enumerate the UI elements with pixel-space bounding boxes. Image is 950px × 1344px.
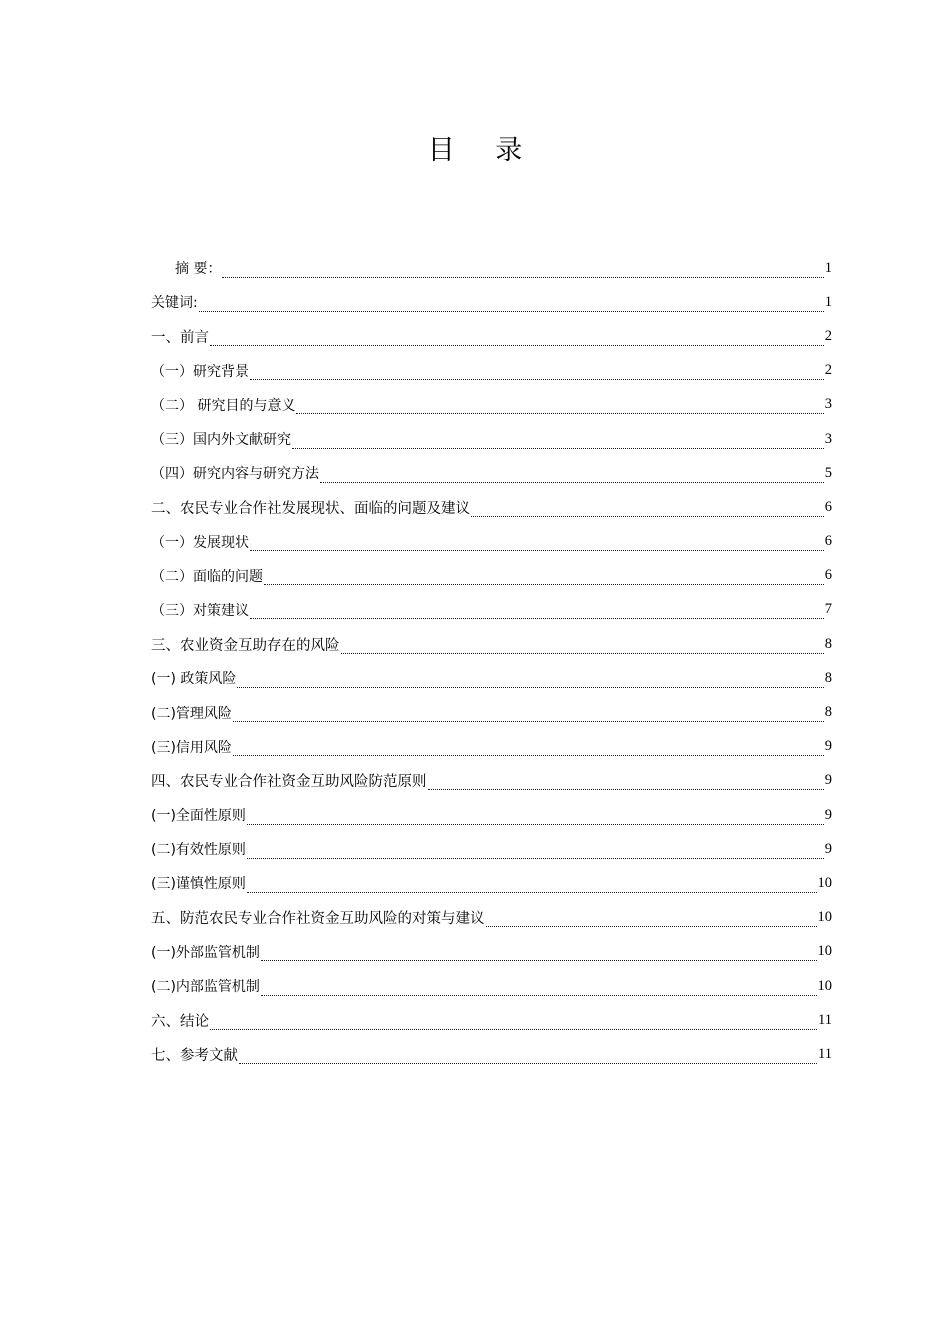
toc-entry-page: 1 bbox=[824, 259, 832, 276]
toc-entry-page: 9 bbox=[824, 738, 832, 755]
toc-entry-label: (三)谨慎性原则 bbox=[151, 876, 246, 893]
toc-entry-page: 3 bbox=[824, 396, 832, 413]
toc-entry-page: 7 bbox=[824, 601, 832, 618]
toc-entry-label: 五、防范农民专业合作社资金互助风险的对策与建议 bbox=[151, 911, 485, 928]
toc-entry-page: 9 bbox=[824, 806, 832, 823]
toc-entry-label: (二)管理风险 bbox=[151, 705, 232, 722]
toc-entry-label: 二、农民专业合作社发展现状、面临的问题及建议 bbox=[151, 500, 470, 517]
toc-entry-section[interactable] bbox=[151, 1003, 832, 1037]
toc-leader-dots bbox=[250, 538, 824, 551]
toc-entry-label: （二）面临的问题 bbox=[151, 568, 263, 585]
toc-entry-label: （三）国内外文献研究 bbox=[151, 432, 291, 449]
toc-entry-abstract[interactable] bbox=[151, 251, 832, 285]
toc-entry-label: (三)信用风险 bbox=[151, 739, 232, 756]
toc-entry-keywords[interactable] bbox=[151, 285, 832, 319]
toc-entry-page: 11 bbox=[818, 1011, 832, 1028]
toc-entry-section[interactable] bbox=[151, 627, 832, 661]
toc-entry-subsection[interactable] bbox=[151, 969, 832, 1003]
toc-entry-label: 关键词: bbox=[151, 295, 198, 312]
toc-entry-subsection[interactable] bbox=[151, 798, 832, 832]
toc-entry-section[interactable] bbox=[151, 1037, 832, 1071]
toc-entry-subsection[interactable] bbox=[151, 525, 832, 559]
toc-entry-subsection[interactable] bbox=[151, 832, 832, 866]
toc-entry-page: 10 bbox=[817, 977, 832, 994]
toc-entry-subsection[interactable] bbox=[151, 388, 832, 422]
toc-leader-dots bbox=[296, 401, 823, 414]
toc-entry-subsection[interactable] bbox=[151, 661, 832, 695]
toc-leader-dots bbox=[199, 299, 824, 312]
toc-leader-dots bbox=[233, 709, 824, 722]
toc-entry-page: 9 bbox=[824, 840, 832, 857]
toc-leader-dots bbox=[247, 812, 824, 825]
toc-entry-label: （二） 研究目的与意义 bbox=[151, 397, 296, 414]
toc-entry-page: 6 bbox=[824, 498, 832, 515]
toc-entry-section[interactable] bbox=[151, 764, 832, 798]
toc-entry-subsection[interactable] bbox=[151, 695, 832, 729]
toc-entry-page: 2 bbox=[824, 362, 832, 379]
toc-entry-subsection[interactable] bbox=[151, 456, 832, 490]
toc-leader-dots bbox=[250, 606, 824, 619]
toc-entry-section[interactable] bbox=[151, 319, 832, 353]
toc-entry-page: 6 bbox=[824, 567, 832, 584]
toc-leader-dots bbox=[210, 1017, 817, 1030]
toc-entry-subsection[interactable] bbox=[151, 559, 832, 593]
toc-entry-label: （四）研究内容与研究方法 bbox=[151, 466, 319, 483]
toc-entry-subsection[interactable] bbox=[151, 866, 832, 900]
toc-leader-dots bbox=[247, 880, 817, 893]
toc-leader-dots bbox=[210, 333, 824, 346]
toc-leader-dots bbox=[320, 470, 824, 483]
toc-leader-dots bbox=[264, 572, 824, 585]
toc-entry-label: 六、结论 bbox=[151, 1013, 209, 1030]
toc-leader-dots bbox=[261, 948, 817, 961]
toc-entry-label: 一、前言 bbox=[151, 329, 209, 346]
toc-entry-page: 10 bbox=[817, 874, 832, 891]
toc-entry-label: (二)内部监管机制 bbox=[151, 979, 260, 996]
toc-leader-dots bbox=[428, 777, 824, 790]
toc-entry-label: (二)有效性原则 bbox=[151, 842, 246, 859]
toc-entry-label: 四、农民专业合作社资金互助风险防范原则 bbox=[151, 774, 427, 791]
toc-entry-subsection[interactable] bbox=[151, 422, 832, 456]
toc-leader-dots bbox=[237, 675, 823, 688]
toc-entry-label: （一）发展现状 bbox=[151, 534, 249, 551]
toc-entry-page: 6 bbox=[824, 533, 832, 550]
toc-leader-dots bbox=[341, 641, 824, 654]
toc-entry-page: 9 bbox=[824, 772, 832, 789]
toc-entry-subsection[interactable] bbox=[151, 593, 832, 627]
toc-entry-page: 3 bbox=[824, 430, 832, 447]
page-title: 目 录 bbox=[427, 135, 539, 166]
toc-leader-dots bbox=[471, 504, 824, 517]
toc-leader-dots bbox=[292, 436, 824, 449]
toc-entry-label: 摘 要： bbox=[175, 261, 222, 278]
toc-entry-page: 8 bbox=[824, 635, 832, 652]
toc-entry-label: (一)外部监管机制 bbox=[151, 944, 260, 961]
toc-entry-label: （三）对策建议 bbox=[151, 602, 249, 619]
toc-entry-page: 8 bbox=[824, 669, 832, 686]
toc-leader-dots bbox=[239, 1051, 817, 1064]
toc-entry-label: （一）研究背景 bbox=[151, 363, 249, 380]
toc-entry-section[interactable] bbox=[151, 901, 832, 935]
toc-entry-page: 10 bbox=[817, 909, 832, 926]
toc-leader-dots bbox=[261, 983, 817, 996]
toc-entry-label: 七、参考文献 bbox=[151, 1047, 238, 1064]
toc-leader-dots bbox=[247, 846, 824, 859]
toc-entry-label: (一) 政策风险 bbox=[151, 671, 237, 688]
toc-entry-page: 10 bbox=[817, 943, 832, 960]
table-of-contents bbox=[151, 251, 832, 1072]
toc-leader-dots bbox=[486, 914, 817, 927]
toc-entry-section[interactable] bbox=[151, 490, 832, 524]
toc-entry-page: 11 bbox=[818, 1045, 832, 1062]
toc-entry-label: (一)全面性原则 bbox=[151, 808, 246, 825]
toc-entry-page: 5 bbox=[824, 464, 832, 481]
toc-entry-page: 8 bbox=[824, 704, 832, 721]
toc-leader-dots bbox=[222, 265, 823, 278]
toc-leader-dots bbox=[233, 743, 824, 756]
toc-entry-page: 1 bbox=[824, 293, 832, 310]
toc-entry-label: 三、农业资金互助存在的风险 bbox=[151, 637, 340, 654]
toc-entry-subsection[interactable] bbox=[151, 354, 832, 388]
toc-leader-dots bbox=[250, 367, 824, 380]
toc-entry-subsection[interactable] bbox=[151, 935, 832, 969]
toc-entry-subsection[interactable] bbox=[151, 730, 832, 764]
toc-entry-page: 2 bbox=[824, 327, 832, 344]
